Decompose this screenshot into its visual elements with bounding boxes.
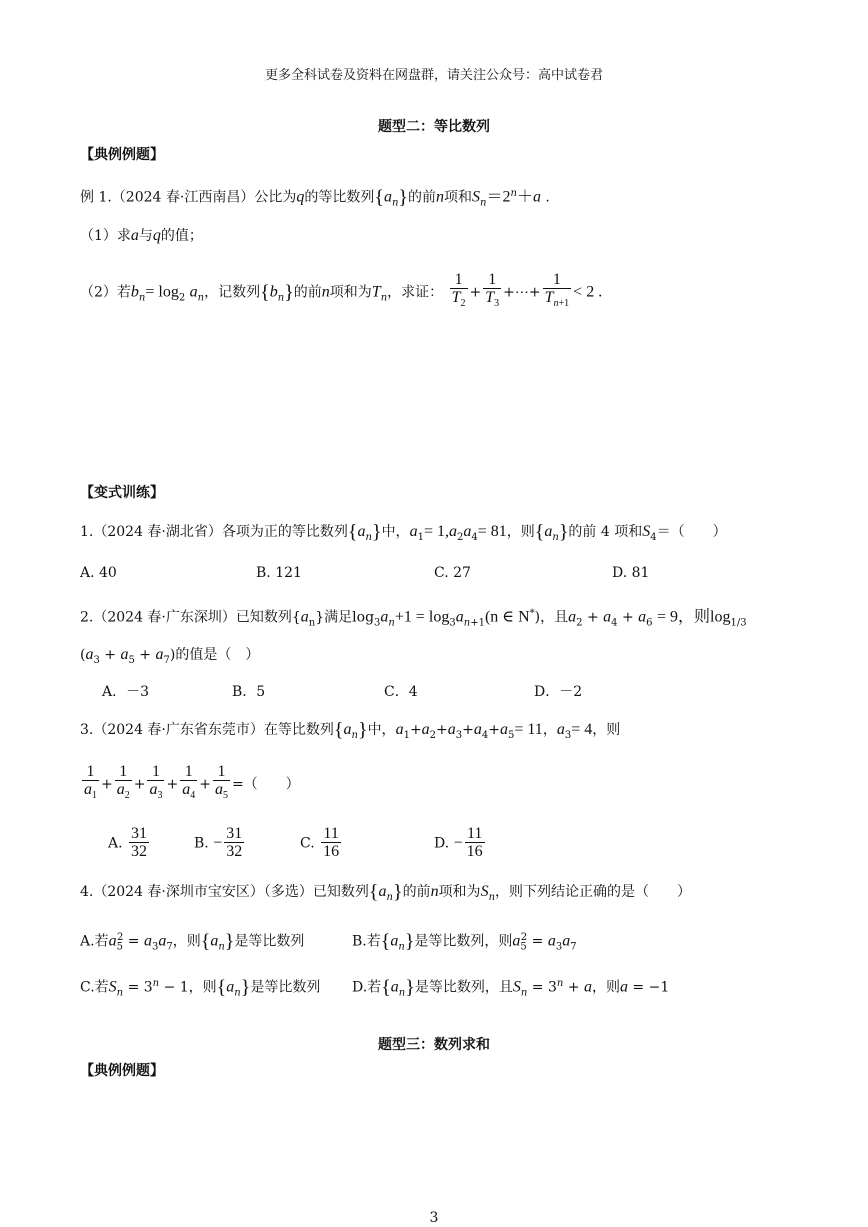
q2-option-a[interactable]: A．－3 — [102, 684, 150, 700]
question-2: 2.（2024 春·广东深圳）已知数列$\{a_n\}$满足$\log_3a_n+1 = \log_3a_{n+1}(n$ ∈ N*)，且$a_2 + a_4 + a_6 = 9$，则$\log_{1/3}$ — [80, 608, 747, 629]
q1-option-d[interactable]: D. 81 — [612, 565, 650, 581]
practice-heading: 【变式训练】 — [80, 485, 164, 501]
example-1-part-1: （1）求a与q的值； — [80, 227, 203, 244]
question-4: 4.（2024 春·深圳市宝安区）（多选）已知数列$\{a_n\}$的前n项和为$S_n$，则下列结论正确的是（ ） — [80, 881, 692, 903]
section-title-geometric: 题型二：等比数列 — [378, 119, 490, 135]
example-1-part-2: （2）若$b_n= \log_2 a_n$，记数列$\{b_n\}$的前n项和为$T_n$，求证： $\frac{1}{T_2}$ + $\frac{1}{T_3}$ +⋯+ $\frac{1}{T_{n+1}}$ < 2 . — [80, 272, 602, 313]
page-number: 3 — [429, 1210, 439, 1226]
example-heading: 【典例例题】 — [80, 147, 164, 163]
question-2-line-2: $(a_3 + a_5 + a_7)$的值是（ ） — [80, 646, 260, 666]
q2-option-b[interactable]: B．5 — [232, 684, 266, 700]
q3-option-a[interactable]: A. $\frac{31}{32}$ — [108, 825, 148, 860]
q1-option-a[interactable]: A. 40 — [80, 565, 117, 581]
q2-option-d[interactable]: D．－2 — [534, 684, 583, 700]
q4-option-d[interactable]: D.若$\{a_n\}$是等比数列，且$S_n = 3^n + a$，则a = −1 — [352, 976, 670, 999]
question-1: 1.（2024 春·湖北省）各项为正的等比数列$\{a_n\}$中，$a_1= 1,a_2a_4= 81$，则$\{a_n\}$的前 4 项和$S_4=$（ ） — [80, 521, 727, 543]
q4-option-c[interactable]: C.若$S_n = 3^n - 1$，则$\{a_n\}$是等比数列 — [80, 976, 321, 999]
q3-option-c[interactable]: C. $\frac{11}{16}$ — [300, 825, 340, 860]
question-3: 3.（2024 春·广东省东莞市）在等比数列$\{a_n\}$中，$a_1+a_2+a_3+a_4+a_5= 11$，$a_3= 4$，则 — [80, 719, 621, 741]
q3-option-d[interactable]: D. − $\frac{11}{16}$ — [434, 825, 483, 860]
question-3-sum: $\frac{1}{a_1}$ + $\frac{1}{a_2}$ + $\frac{1}{a_3}$ + $\frac{1}{a_4}$ + $\frac{1}{a_5}$ =（ ） — [80, 764, 300, 805]
q4-option-b[interactable]: B.若$\{a_n\}$是等比数列，则$a_5^2 = a_3a_7$ — [352, 930, 577, 953]
q1-option-c[interactable]: C. 27 — [434, 565, 471, 581]
page-header: 更多全科试卷及资料在网盘群，请关注公众号：高中试卷君 — [264, 68, 603, 83]
example-1-intro: 例 1.（2024 春·江西南昌）公比为q的等比数列$\{a_n\}$的前n项和$S_n=2^n+a$ . — [80, 186, 550, 209]
q1-option-b[interactable]: B. 121 — [256, 565, 302, 581]
example-heading-2: 【典例例题】 — [80, 1063, 164, 1079]
q3-option-b[interactable]: B. − $\frac{31}{32}$ — [194, 825, 243, 860]
section-title-sum: 题型三：数列求和 — [378, 1037, 490, 1053]
q2-option-c[interactable]: C．4 — [384, 684, 418, 700]
q4-option-a[interactable]: A.若$a_5^2 = a_3a_7$，则$\{a_n\}$是等比数列 — [80, 930, 305, 953]
